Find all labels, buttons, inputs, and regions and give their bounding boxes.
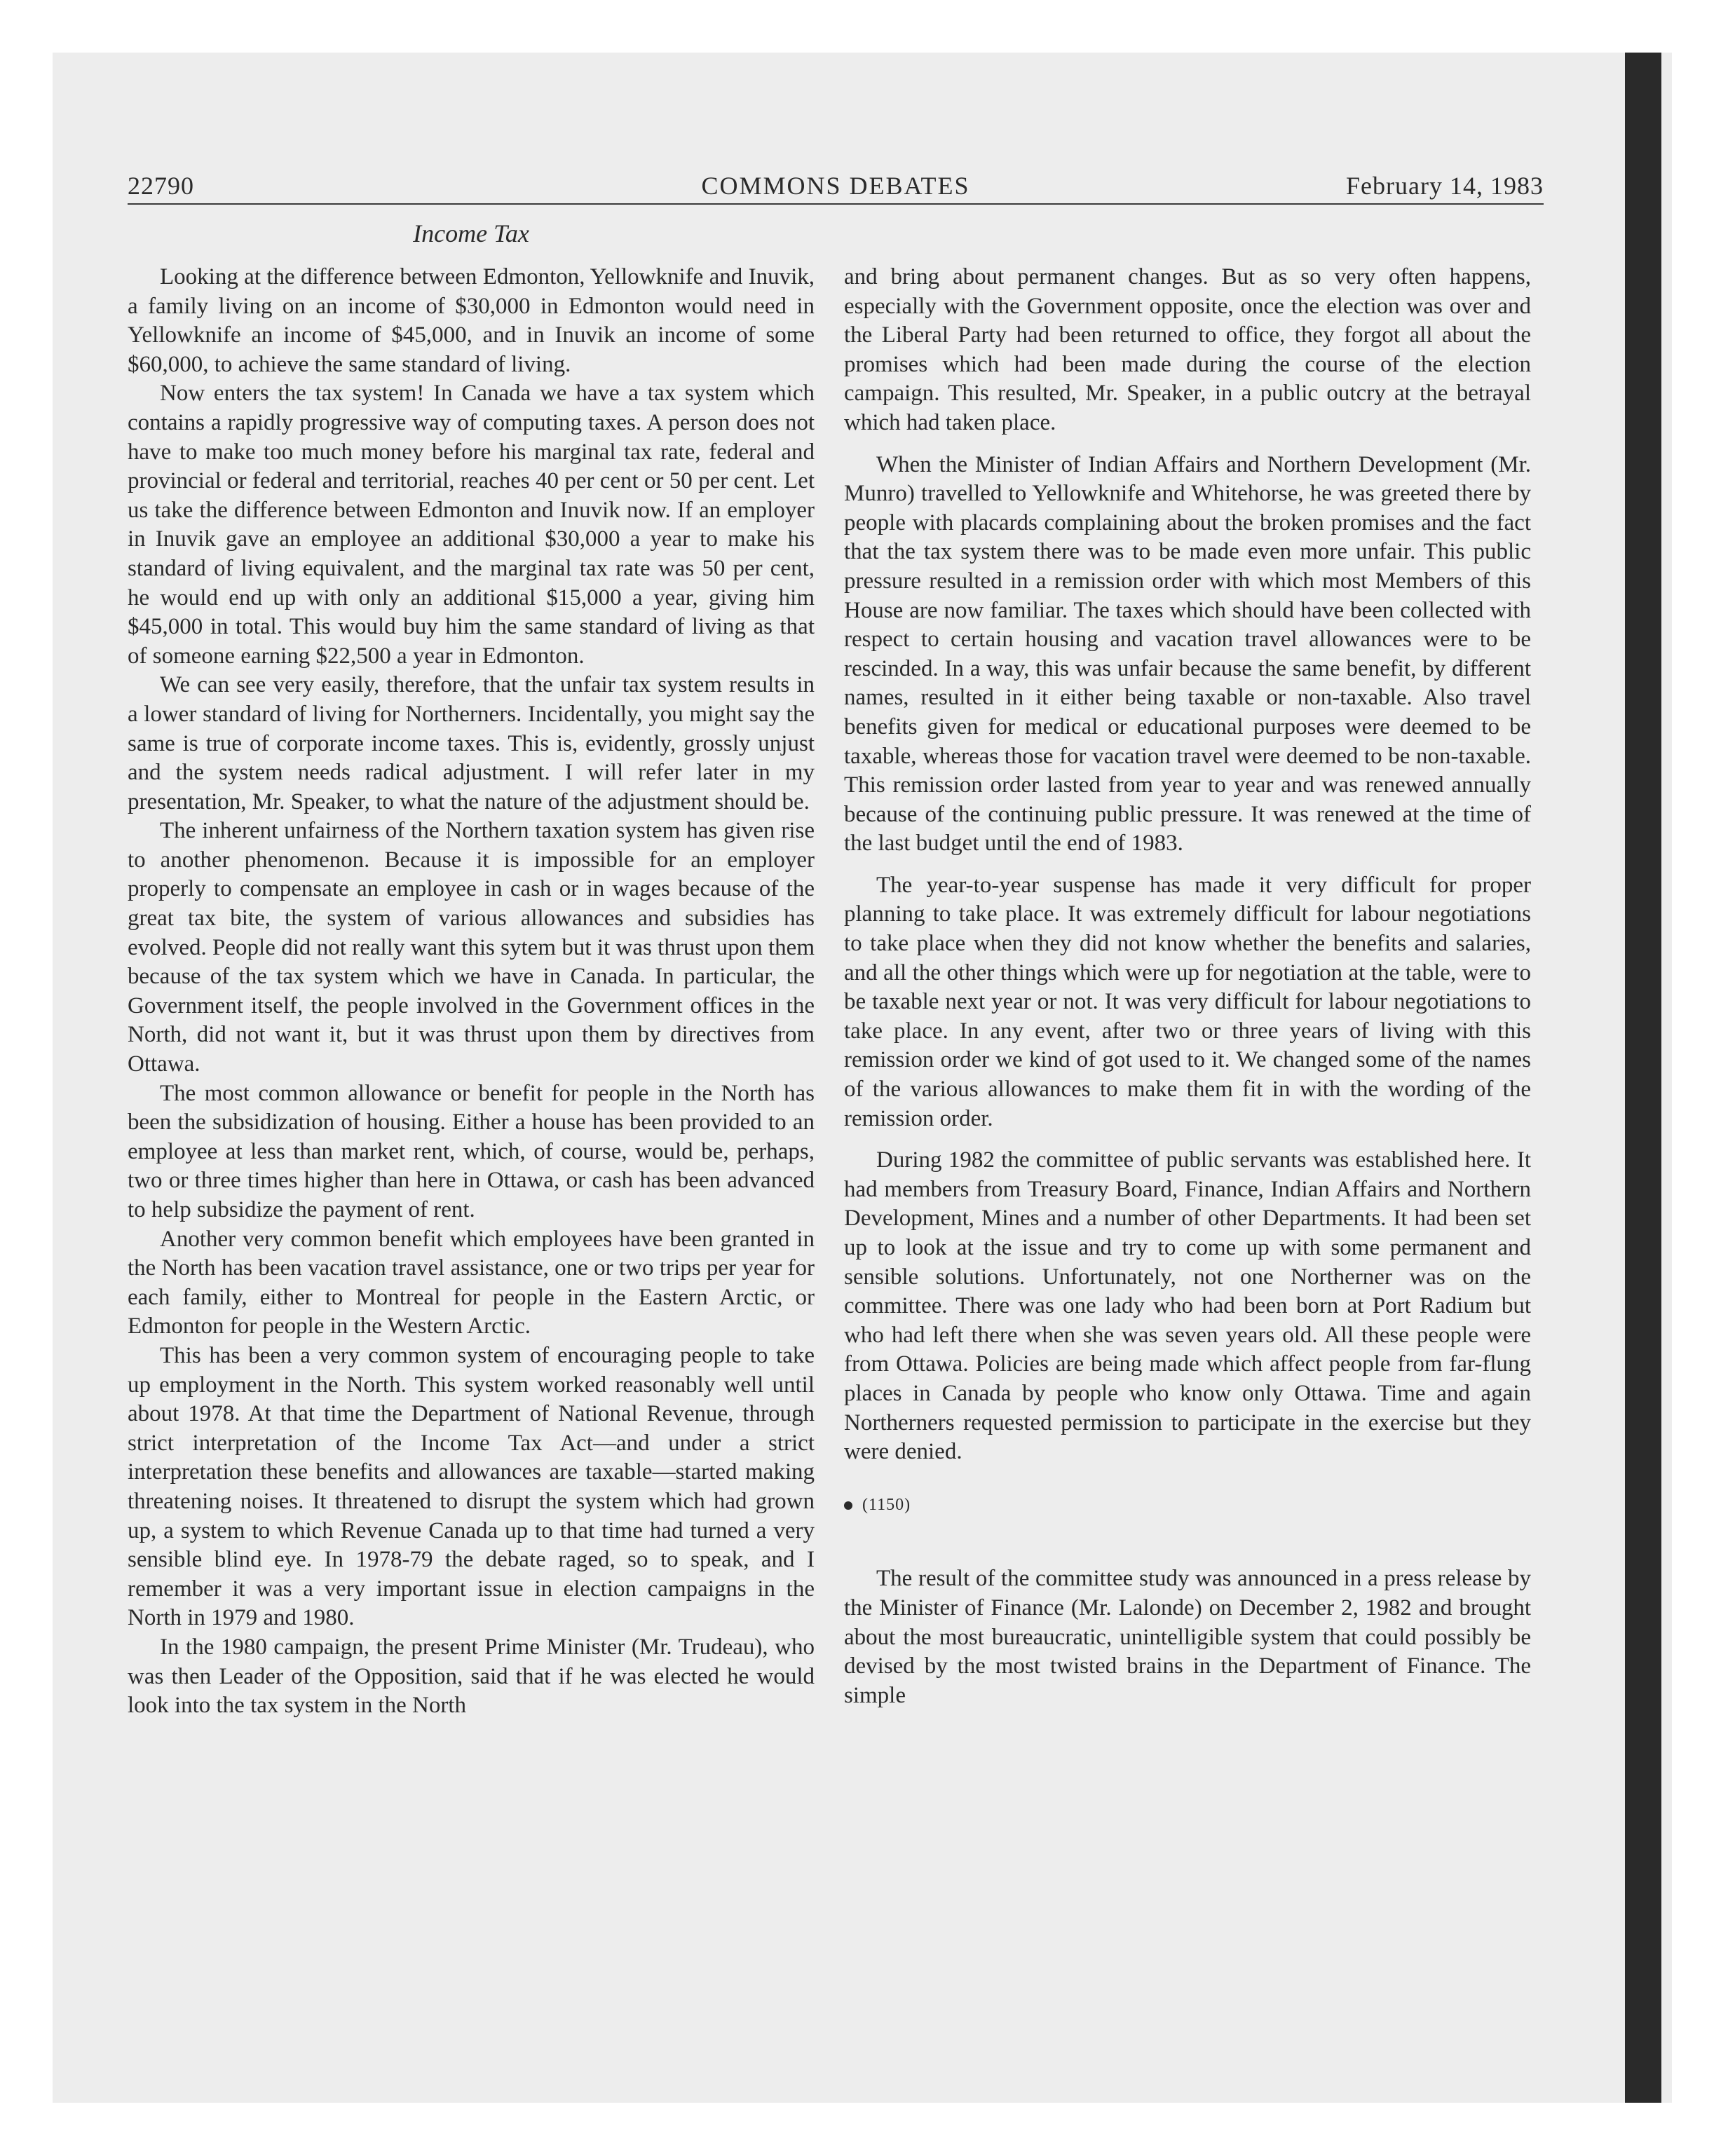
paragraph: The year-to-year suspense has made it very difficult for proper planning to take place. It was extremely difficult for labour negotiations to take place when they did not know whether the benefits and salaries, and all the other things which were up for negotiation at the table, were to be taxable next year or not. It was very difficult for labour negotiations to take place. In any event, after two or three years of living with this remission order we kind of got used to it. We changed some of the names of the various allowances to make them fit in with the wording of the remission order. bbox=[844, 872, 1531, 1131]
paragraph: Another very common benefit which employees have been granted in the North has been vacation travel assistance, one or two trips per year for each family, either to Montreal for people in the Eastern Arctic, or Edmonton for people in the Western Arctic. bbox=[128, 1226, 815, 1339]
paragraph: During 1982 the committee of public servants was established here. It had members from Treasury Board, Finance, Indian Affairs and Northern Development, Mines and a number of other Departments. It had been set up to look at the issue and try to come up with some permanent and sensible solutions. Unfortunately, not one Northerner was on the committee. There was one lady who had been born at Port Radium but who had left there when she was seven years old. All these people were from Ottawa. Policies are being made which affect people from far-flung places in Canada by people who know only Ottawa. Time and again Northerners requested permission to participate in the exercise but they were denied. bbox=[844, 1147, 1531, 1465]
section-title: Income Tax bbox=[413, 219, 529, 247]
page-number: 22790 bbox=[128, 172, 194, 200]
paragraph: Looking at the difference between Edmonton, Yellowknife and Inuvik, a family living on an income of $30,000 in Edmonton would need in Yellowknife an income of $45,000, and in Inuvik an income of some $60,000, to achieve the same standard of living. bbox=[128, 264, 815, 377]
left-column bbox=[128, 263, 815, 1721]
right-column bbox=[844, 263, 1531, 1723]
paragraph: We can see very easily, therefore, that the unfair tax system results in a lower standard of living for Northerners. Incidentally, you might say the same is true of corporate income taxes. This is, evidently, grossly unjust and the system needs radical adjustment. I will refer later in my presentation, Mr. Speaker, to what the nature of the adjustment should be. bbox=[128, 672, 815, 814]
paragraph: This has been a very common system of encouraging people to take up employment in the North. This system worked reasonably well until about 1978. At that time the Department of National Revenue, through strict interpretation of the Income Tax Act—and under a strict interpretation these benefits and allowances are taxable—started making threatening noises. It threatened to disrupt the system which had grown up, a system to which Revenue Canada up to that time had turned a very sensible blind eye. In 1978-79 the debate raged, so to speak, and I remember it was a very important issue in election campaigns in the North in 1979 and 1980. bbox=[128, 1342, 815, 1631]
bullet-icon bbox=[844, 1501, 852, 1510]
issue-date: February 14, 1983 bbox=[1346, 172, 1544, 200]
paragraph: The result of the committee study was announced in a press release by the Minister of Finance (Mr. Lalonde) on December 2, 1982 and brought about the most bureaucratic, unintelligible system that could possibly be devised by the most twisted brains in the Department of Finance. The simple bbox=[844, 1566, 1531, 1708]
paragraph: When the Minister of Indian Affairs and Northern Development (Mr. Munro) travelled to Yellowknife and Whitehorse, he was greeted there by people with placards complaining about the broken promises and the fact that the tax system there was to be made even more unfair. This public pressure resulted in a remission order with which most Members of this House are now familiar. The taxes which should have been collected with respect to certain housing and vacation travel allowances were to be rescinded. In a way, this was unfair because the same benefit, by different names, resulted in it either being taxable or non-taxable. Also travel benefits given for medical or educational purposes were deemed to be taxable, whereas those for vacation travel were deemed to be non-taxable. This remission order lasted from year to year and was renewed annually because of the continuing public pressure. It was renewed at the time of the last budget until the end of 1983. bbox=[844, 451, 1531, 857]
running-header bbox=[128, 167, 1544, 205]
publication-title: COMMONS DEBATES bbox=[701, 172, 970, 200]
paragraph: Now enters the tax system! In Canada we have a tax system which contains a rapidly progressive way of computing taxes. A person does not have to make too much money before his marginal tax rate, federal and provincial or federal and territorial, reaches 40 per cent or 50 per cent. Let us take the difference between Edmonton and Inuvik now. If an employer in Inuvik gave an employee an additional $30,000 a year to make his standard of living equivalent, and the marginal tax rate was 50 per cent, he would end up with only an additional $15,000 a year, giving him $45,000 in total. This would buy him the same standard of living as that of someone earning $22,500 a year in Edmonton. bbox=[128, 381, 815, 669]
paragraph: and bring about permanent changes. But as so very often happens, especially with the Government opposite, once the election was over and the Liberal Party had been returned to office, they forgot all about the promises which had been made during the course of the election campaign. This resulted, Mr. Speaker, in a public outcry at the betrayal which had taken place. bbox=[844, 264, 1531, 435]
paragraph: In the 1980 campaign, the present Prime Minister (Mr. Trudeau), who was then Leader of the Opposition, said that if he was elected he would look into the tax system in the North bbox=[128, 1634, 815, 1719]
time-marker bbox=[844, 1491, 1531, 1520]
scan-binding-edge bbox=[1625, 53, 1661, 2103]
paragraph: The inherent unfairness of the Northern taxation system has given rise to another phenomenon. Because it is impossible for an employer properly to compensate an employee in cash or in wages because of the great tax bite, the system of various allowances and subsidies has evolved. People did not really want this sytem but it was thrust upon them because of the tax system which we have in Canada. In particular, the Government itself, the people involved in the Government offices in the North, did not want it, but it was thrust upon them by directives from Ottawa. bbox=[128, 818, 815, 1077]
time-marker-label: (1150) bbox=[862, 1495, 911, 1514]
paragraph: The most common allowance or benefit for people in the North has been the subsidization of housing. Either a house has been provided to an employee at less than market rent, which, of course, would be, perhaps, two or three times higher than here in Ottawa, or cash has been advanced to help subsidize the payment of rent. bbox=[128, 1080, 815, 1222]
